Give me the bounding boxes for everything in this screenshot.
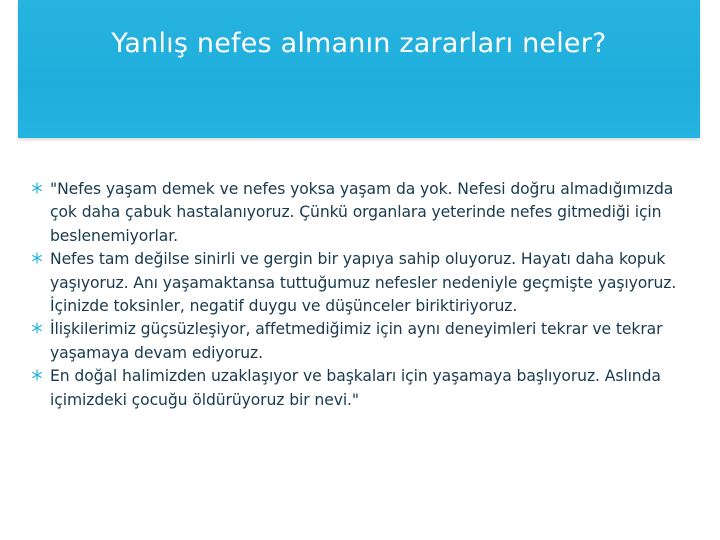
bullet-item xyxy=(30,365,698,412)
bullet-text: "Nefes yaşam demek ve nefes yoksa yaşam da yok. Nefesi doğru almadığımızda çok daha çabuk hastalanıyoruz. Çünkü organlara yeterinde nefes gitmediği için beslenemiyorlar. xyxy=(50,180,674,245)
asterisk-icon xyxy=(31,182,43,194)
bullet-text: İlişkilerimiz güçsüzleşiyor, affetmediğimiz için aynı deneyimleri tekrar ve tekrar yaşamaya devam ediyoruz. xyxy=(50,320,663,362)
asterisk-icon xyxy=(31,322,43,334)
bullet-list xyxy=(30,178,698,412)
bullet-item xyxy=(30,178,698,248)
bullet-text: En doğal halimizden uzaklaşıyor ve başkaları için yaşamaya başlıyoruz. Aslında içimizdeki çocuğu öldürüyoruz bir nevi." xyxy=(50,367,661,409)
bullet-text: Nefes tam değilse sinirli ve gergin bir yapıya sahip oluyoruz. Hayatı daha kopuk yaşıyoruz. Anı yaşamaktansa tuttuğumuz nefesler nedeniyle geçmişte yaşıyoruz. İçinizde toksinler, negatif duygu ve düşünceler biriktiriyoruz. xyxy=(50,250,677,316)
asterisk-icon xyxy=(31,369,43,381)
asterisk-icon xyxy=(31,252,43,264)
bullet-item xyxy=(30,318,698,365)
title-banner xyxy=(18,0,700,138)
slide-title: Yanlış nefes almanın zararları neler? xyxy=(111,28,607,59)
bullet-item xyxy=(30,248,698,318)
